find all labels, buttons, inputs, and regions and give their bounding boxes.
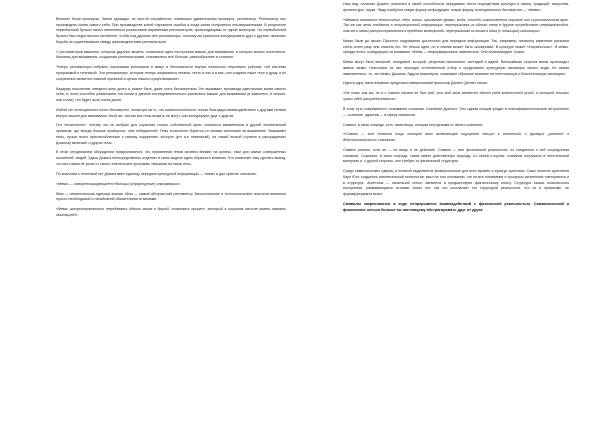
paragraph: По аналогии с генетикой ген Докинз ввёл единицу передачи культурной информации — «мем» и дал краткое описание: — [56, 171, 257, 176]
paragraph: Теперь репликаторы собраны огромными колониями и живут в безопасности внутри гигантских неуклюжих роботов, той системы программой и генетикой. Эти репликаторы, которые теперь называются генами, «есть в нас и в вас; они создали наше тело и душу, и их сохранение является главной причиной и целью нашего существования». — [56, 65, 286, 81]
paragraph: Среди символических единиц и понятий выделяются универсальные для всех времён и культур архетипы. Само понятие архетипов Карл Юнг, создатель аналитической психологии, взял на том основании, что на все понимание и процессы жизненные повторяются и в структуре. Архетипы — начальной сетью, являются и предшествуют фактическому опыту. Структура наших психического восприятия, развивающаяся сотнями тысяч лет, так что составляет его структурой реальности, что их в организме, не формирующемся мозге. — [343, 169, 569, 197]
paragraph: В этом сегодняшнем обсуждении предполагается, что проявления генов активно влияют на органы, таки для самых совершенных носителей, людей. Здесь Докинз непосредственно отделяет в свою модель идею образного влияния. Это позволяет ему сделать вывод, что мы с вами не ушли от своих генетических программ, невзирая на наши гены. — [56, 150, 286, 166]
paragraph: Любой ген потенциально почти бессмертен, несмотря на то, что жизнеспособность только благодаря взаимодействию с другими генами внутри машин для выживания. Иной же, так как все гены выжить не могут, они конкурируют друг с другом. — [56, 107, 286, 118]
right-page-column — [343, 0, 569, 424]
quote: «Символ — это понятие лица, которое явно включающее ощущения «вещи» в значенный, о функции „угоняет“ в действительность сознания». — [343, 132, 569, 143]
quote: «Мемами являются неотличные, идеи, языки, крылатые фразы, мода, способы изготовления горшков или строительства арок. Так же как гены плодятся в популяционной информации, перепрыгивая из одного тела в другое посредством сперматозоидов, так же и мемы распространяются в пределах мемофонда, перепрыгивая из мозга в мозг (с помощью) имитации». — [343, 17, 569, 33]
quote: «Мемы — самореплицирующиеся единицы (структурные) информации». — [56, 181, 182, 186]
paragraph: У репликаторов машинок, которым удалось выжить, появилась идея построения машин для выживания, в которых можно поселиться. Машины для выживания, созданные репликаторами, становились всё больше, разнообразнее и сложнее. — [56, 49, 286, 60]
paragraph: Каждому поколению отведено жить долго и, может быть, даже стать бессмертным. Ген выживает, производя идентичные копии самого себя; и, если способен размножить эти копии в данной последовательности различных машин для выживания (в животных, в сначал, они телах), ген будет жить очень долго. — [56, 86, 286, 102]
paragraph: Ген «эгоистичен», потому что он выбран для служения только собственной цели: оказаться вживлённым в другой человеческий организм, где всегда больше проворных, чем победителей. Гены эгоистично борются со своими аллелями за выживание. Выживают гены, лучше всего приспособленные к своему окружению, которое (кот и-е невзначай), на самой низкой ступени в рассуждениях Докинза) включает и другие гены. — [56, 123, 286, 145]
quote: «Не знаю, как вы, но я с самого начала не был рад, что мой мозг является своего рода компостной кучей, в которой личинки чужих идей рассредоточатся». — [343, 91, 569, 102]
paragraph: Наш вид, полагает Докинз, уникален в своей способности передавать нечто посредством культуры и языка, традиций, искусства, архитектуры, науки. Люди изобрели новую форму репродукции, новую форму потенциального бессмертия — «мемы». — [343, 2, 569, 12]
paragraph: Символ, в свою очередь, есть такая вещь, которая неотделима от своего сознания: — [343, 122, 483, 127]
paragraph: Мем — семантическая единица знания. Мем — самый абстрактный репликатор. Биологические и технологические носители являются просто необходимой и неизбежной обязательности мемами. — [56, 191, 286, 202]
bold-conclusion: Символы закрепляются в ходе непрерывных взаимодействий с физической реальностью. Символический и физические нельзя больше по-настоящему абстрагировать друг от друга — [343, 202, 569, 212]
paragraph: Идея в одну такое влиянию предложил американский философ Дэниел Деннет писал: — [343, 81, 489, 86]
paragraph: Символ реален, хотя он — не вещь и не действие. Символ — вне физической реальности, но соединено с ней посредством сознания. Сознание, в свою очередь, также имеет действенную природу. Со своей стороны, сознание погружено в генетический материал и, с другой стороны, оно требует от физической структуры. — [343, 148, 569, 164]
left-page-column — [56, 0, 286, 424]
paragraph: Вначале были молекулы. Затем однажды, по чистой случайности, появилась удивительная молекула, репликатор. Репликатор мог производить копии самого себя. При производстве копий случаются ошибки и когда копии получаются несовершенными. В результате первобытный бульон начал наполняться различными вариантами репликаторов, происходящими от одной молекулы. Но первобытный бульон был недостаточно питателен, чтобы под держать все репликаторы, поэтому им пришлось конкурировать друг с другом: началась борьба за существование между разновидностями репликаторов. — [56, 17, 286, 44]
paragraph: Мемы были до языка. Простого подражания достаточно для передачи информации. Так, например, поначалу каменные раскопки сотни сотен разу чем описать его. Не только идеи, но и знание может быть скопирован. В культуре может «сохранилось». И мемы, прежде всего, конкурируют за внимание. Мемы — информационные заменители. Они полемизируют Слака. — [343, 38, 569, 55]
paragraph: В этом суть современного понимания сознания. Сознание дуально. Оно одним концом уходит в психофизиологическое антропогене — сознание, адаптив — в сферу символов. — [343, 106, 569, 117]
quote: «Мемы распространяются, передаваясь одного мозга в другой, становясь процесс, который в широком смысле можно назвать имитацией». — [56, 207, 286, 217]
paragraph: Мемы могут быть внешней, иногдевой, которой, рецептом напоением, легендой и идеей. Величайшая сторона мемы произходят живые мемы. Некоторые из них проходят естественный отбор и продолжают культурную эволюцию своего вида. Но своим замечательно, то, что мемы, Докинза, будучи инженеров, оказывает обратное влияние на генетическую и биологическую эволюцию. — [343, 60, 569, 76]
